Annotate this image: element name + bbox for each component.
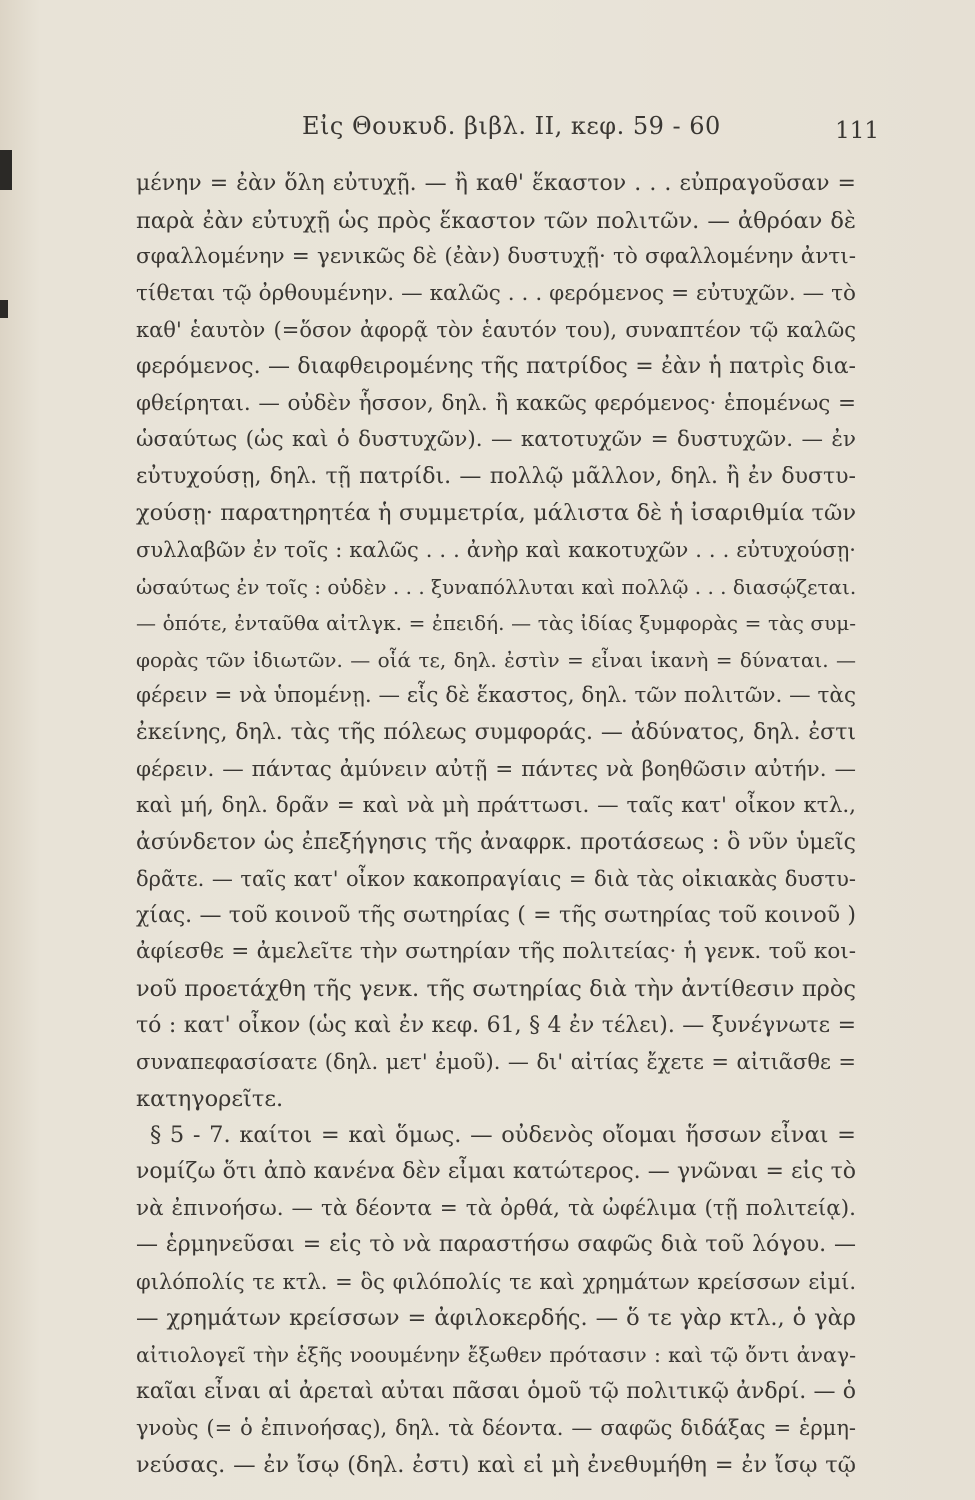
text-line: καθ' ἑαυτὸν (=ὅσον ἀφορᾷ τὸν ἑαυτόν του), συναπτέον τῷ καλῶς — [136, 318, 856, 343]
text-line: ὡσαύτως ἐν τοῖς : οὐδὲν . . . ξυναπόλλυται καὶ πολλῷ . . . διασῴζεται. — [136, 574, 857, 599]
text-line: ἀσύνδετον ὡς ἐπεξήγησις τῆς ἀναφρκ. προτάσεως : ὃ νῦν ὑμεῖς — [136, 829, 856, 855]
text-line: § 5 - 7. καίτοι = καὶ ὅμως. — οὐδενὸς οἴομαι ἥσσων εἶναι = — [150, 1122, 856, 1149]
page-edge-mark — [0, 300, 8, 318]
text-line: φθείρηται. — οὐδὲν ἧσσον, δηλ. ἢ κακῶς φερόμενος· ἑπομένως = — [136, 390, 856, 416]
text-line: χίας. — τοῦ κοινοῦ τῆς σωτηρίας ( = τῆς σωτηρίας τοῦ κοινοῦ ) — [136, 902, 856, 928]
text-line: — ὁπότε, ἐνταῦθα αἰτλγκ. = ἐπειδή. — τὰς ἰδίας ξυμφορὰς = τὰς συμ- — [136, 611, 856, 636]
running-head: Εἰς Θουκυδ. βιβλ. II, κεφ. 59 - 60 — [302, 112, 721, 140]
text-line: φορὰς τῶν ἰδιωτῶν. — οἷά τε, δηλ. ἐστὶν = εἶναι ἱκανὴ = δύναται. — — [136, 647, 856, 672]
text-line: νοῦ προετάχθη τῆς γενκ. τῆς σωτηρίας διὰ τὴν ἀντίθεσιν πρὸς — [136, 976, 856, 1003]
text-line: τίθεται τῷ ὀρθουμένην. — καλῶς . . . φερόμενος = εὐτυχῶν. — τὸ — [136, 280, 856, 306]
text-line: συλλαβῶν ἐν τοῖς : καλῶς . . . ἀνὴρ καὶ κακοτυχῶν . . . εὐτυχούσῃ· — [136, 537, 856, 562]
text-line: μένην = ἐὰν ὅλη εὐτυχῇ. — ἢ καθ' ἕκαστον . . . εὐπραγοῦσαν = — [136, 171, 856, 196]
text-line: σφαλλομένην = γενικῶς δὲ (ἐὰν) δυστυχῇ· τὸ σφαλλομένην ἀντι- — [136, 244, 856, 270]
text-line: νὰ ἐπινοήσω. — τὰ δέοντα = τὰ ὀρθά, τὰ ὠφέλιμα (τῇ πολιτείᾳ). — [136, 1195, 856, 1221]
text-line: φερόμενος. — διαφθειρομένης τῆς πατρίδος = ἐὰν ἡ πατρὶς δια- — [136, 353, 856, 379]
text-line: κατηγορεῖτε. — [136, 1085, 284, 1112]
text-line: φέρειν. — πάντας ἀμύνειν αὐτῇ = πάντες νὰ βοηθῶσιν αὐτήν. — — [136, 756, 856, 782]
text-line: φιλόπολίς τε κτλ. = ὃς φιλόπολίς τε καὶ χρημάτων κρείσσων εἰμί. — [136, 1269, 856, 1294]
text-line: ὡσαύτως (ὡς καὶ ὁ δυστυχῶν). — κατοτυχῶν = δυστυχῶν. — ἐν — [136, 427, 856, 453]
text-line: αἰτιολογεῖ τὴν ἑξῆς νοουμένην ἔξωθεν πρότασιν : καὶ τῷ ὄντι ἀναγ- — [136, 1343, 856, 1367]
text-line: ἀφίεσθε = ἀμελεῖτε τὴν σωτηρίαν τῆς πολιτείας· ἡ γενκ. τοῦ κοι- — [136, 939, 856, 965]
text-line: δρᾶτε. — ταῖς κατ' οἶκον κακοπραγίαις = διὰ τὰς οἰκιακὰς δυστυ- — [136, 867, 856, 892]
text-line: — ἑρμηνεῦσαι = εἰς τὸ νὰ παραστήσω σαφῶς διὰ τοῦ λόγου. — — [136, 1232, 856, 1258]
text-line: παρὰ ἐὰν εὐτυχῇ ὡς πρὸς ἕκαστον τῶν πολιτῶν. — ἀθρόαν δὲ — [136, 207, 856, 234]
page-header — [0, 112, 975, 148]
text-line: γνοὺς (= ὁ ἐπινοήσας), δηλ. τὰ δέοντα. — σαφῶς διδάξας = ἑρμη- — [136, 1416, 856, 1441]
text-line: — χρημάτων κρείσσων = ἀφιλοκερδής. — ὅ τε γὰρ κτλ., ὁ γὰρ — [136, 1305, 856, 1332]
text-line: συναπεφασίσατε (δηλ. μετ' ἐμοῦ). — δι' αἰτίας ἔχετε = αἰτιᾶσθε = — [136, 1050, 856, 1075]
text-line: φέρειν = νὰ ὑπομένῃ. — εἷς δὲ ἕκαστος, δηλ. τῶν πολιτῶν. — τὰς — [136, 683, 856, 709]
page-number: 111 — [835, 118, 879, 144]
text-line: χούσῃ· παρατηρητέα ἡ συμμετρία, μάλιστα δὲ ἡ ἰσαριθμία τῶν — [136, 500, 856, 527]
text-line: νομίζω ὅτι ἀπὸ κανένα δὲν εἶμαι κατώτερος. — γνῶναι = εἰς τὸ — [136, 1159, 856, 1185]
text-line: εὐτυχούσῃ, δηλ. τῇ πατρίδι. — πολλῷ μᾶλλον, δηλ. ἢ ἐν δυστυ- — [136, 463, 856, 489]
page-edge-mark — [0, 150, 12, 190]
text-line: τό : κατ' οἶκον (ὡς καὶ ἐν κεφ. 61, § 4 ἐν τέλει). — ξυνέγνωτε = — [136, 1012, 856, 1038]
commentary-text — [136, 166, 856, 1483]
text-line: ἐκείνης, δηλ. τὰς τῆς πόλεως συμφοράς. — ἀδύνατος, δηλ. ἐστι — [136, 719, 856, 745]
text-line: καὶ μή, δηλ. δρᾶν = καὶ νὰ μὴ πράττωσι. — ταῖς κατ' οἶκον κτλ., — [136, 793, 856, 819]
text-line: νεύσας. — ἐν ἴσῳ (δηλ. ἐστι) καὶ εἰ μὴ ἐνεθυμήθη = ἐν ἴσῳ τῷ — [136, 1451, 856, 1478]
text-line: καῖαι εἶναι αἱ ἀρεταὶ αὐται πᾶσαι ὁμοῦ τῷ πολιτικῷ ἀνδρί. — ὁ — [136, 1378, 856, 1404]
